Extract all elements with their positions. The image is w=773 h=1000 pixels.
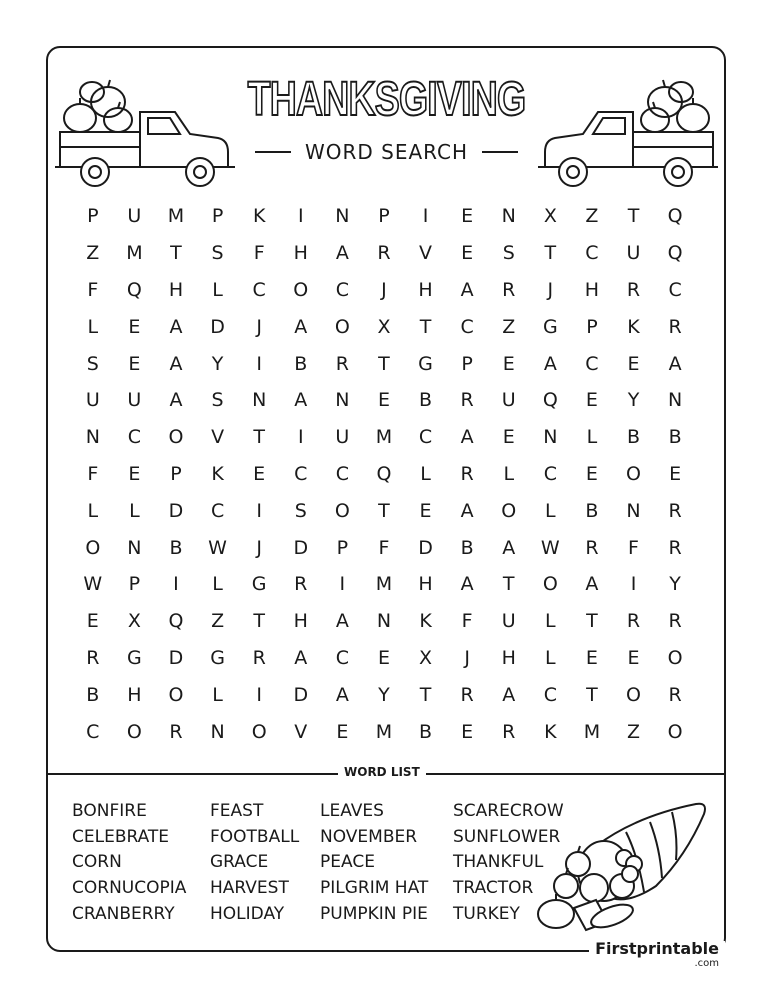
grid-letter: U (127, 205, 142, 228)
grid-letter: V (294, 720, 308, 743)
grid-letter: U (335, 426, 350, 449)
grid-letter: E (461, 205, 474, 228)
grid-letter: I (173, 573, 179, 596)
grid-letter: G (418, 352, 433, 375)
word-list-item: HARVEST (210, 878, 289, 899)
grid-letter: R (460, 389, 474, 412)
word-list-item: TRACTOR (453, 878, 534, 899)
grid-letter: D (168, 646, 184, 669)
grid-letter: I (256, 683, 262, 706)
grid-letter: R (335, 352, 349, 375)
grid-letter: G (210, 646, 225, 669)
word-list-column (210, 799, 299, 927)
grid-letter: T (419, 315, 432, 338)
grid-row (72, 382, 696, 419)
grid-row (72, 676, 696, 713)
grid-letter: C (294, 462, 308, 485)
subtitle-rule-right (482, 151, 518, 153)
word-list-item: PEACE (320, 852, 375, 873)
grid-letter: O (667, 720, 683, 743)
grid-letter: O (667, 646, 683, 669)
grid-letter: X (543, 205, 557, 228)
grid-letter: E (128, 462, 141, 485)
grid-row (72, 640, 696, 677)
grid-letter: C (585, 352, 599, 375)
grid-letter: U (127, 389, 142, 412)
grid-letter: A (668, 352, 682, 375)
grid-letter: P (586, 315, 598, 338)
word-list-label: WORD LIST (338, 765, 426, 779)
word-list-item: THANKFUL (453, 852, 544, 873)
word-list-item: PUMPKIN PIE (320, 903, 428, 924)
grid-letter: C (335, 278, 349, 301)
grid-letter: H (501, 646, 516, 669)
page-title: THANKSGIVING (247, 73, 526, 126)
grid-letter: L (212, 683, 223, 706)
grid-letter: A (335, 610, 349, 633)
grid-letter: M (126, 242, 143, 265)
word-list-item: TURKEY (453, 903, 520, 924)
grid-letter: G (542, 315, 558, 338)
grid-letter: A (169, 315, 183, 338)
subtitle-rule-left (255, 151, 291, 153)
grid-letter: J (256, 315, 262, 338)
grid-letter: N (376, 610, 392, 633)
grid-letter: B (419, 720, 433, 743)
grid-letter: A (502, 536, 516, 559)
grid-letter: O (251, 720, 267, 743)
grid-letter: H (418, 573, 433, 596)
grid-letter: N (501, 205, 516, 228)
grid-letter: U (501, 610, 516, 633)
grid-letter: M (375, 720, 393, 743)
grid-row (72, 272, 696, 309)
grid-letter: L (87, 499, 99, 522)
grid-letter: W (83, 573, 103, 596)
grid-letter: R (668, 499, 682, 522)
grid-letter: P (170, 462, 182, 485)
grid-letter: R (169, 720, 183, 743)
grid-letter: H (293, 610, 308, 633)
grid-letter: I (297, 205, 304, 228)
grid-letter: Q (376, 462, 392, 485)
grid-letter: E (377, 646, 390, 669)
grid-letter: Q (542, 389, 558, 412)
grid-letter: Z (585, 205, 599, 228)
grid-letter: B (626, 426, 641, 449)
grid-letter: S (294, 499, 307, 522)
grid-row (72, 566, 696, 603)
grid-letter: A (460, 573, 474, 596)
grid-row (72, 419, 696, 456)
grid-letter: R (668, 536, 682, 559)
grid-letter: R (668, 683, 682, 706)
grid-letter: W (208, 536, 227, 559)
grid-letter: T (627, 205, 640, 228)
grid-letter: L (503, 462, 515, 485)
grid-letter: I (256, 499, 262, 522)
grid-letter: P (461, 352, 473, 375)
grid-letter: E (627, 646, 640, 669)
grid-letter: I (630, 573, 637, 596)
grid-letter: M (375, 426, 393, 449)
grid-letter: O (168, 683, 184, 706)
word-list-item: SCARECROW (453, 801, 564, 821)
word-list-item: BONFIRE (72, 801, 147, 821)
grid-letter: C (668, 278, 682, 301)
grid-letter: N (85, 426, 100, 449)
grid-letter: K (419, 610, 432, 633)
grid-letter: A (335, 242, 349, 265)
grid-letter: E (336, 720, 349, 743)
grid-letter: V (419, 242, 433, 265)
grid-letter: O (293, 278, 309, 301)
grid-letter: A (460, 499, 474, 522)
grid-letter: A (294, 646, 308, 669)
grid-letter: U (501, 389, 516, 412)
word-list-item: GRACE (210, 852, 269, 873)
brand-name: Firstprintable (595, 939, 719, 958)
grid-letter: T (170, 242, 182, 265)
grid-letter: O (626, 462, 641, 485)
grid-letter: T (544, 242, 557, 265)
word-list-item: PILGRIM HAT (320, 878, 429, 899)
brand-logo (589, 941, 725, 969)
grid-letter: O (85, 536, 101, 559)
grid-letter: R (668, 610, 682, 633)
word-list-column (320, 799, 428, 927)
grid-letter: J (381, 278, 387, 301)
grid-letter: R (626, 278, 641, 301)
grid-letter: R (585, 536, 599, 559)
grid-letter: P (211, 205, 224, 228)
grid-letter: M (167, 205, 185, 228)
grid-letter: V (211, 426, 225, 449)
grid-letter: W (540, 536, 560, 559)
grid-letter: C (335, 646, 349, 669)
grid-letter: X (419, 646, 433, 669)
grid-letter: T (378, 499, 390, 522)
grid-letter: E (585, 462, 598, 485)
grid-letter: Y (211, 352, 224, 375)
grid-letter: E (585, 646, 598, 669)
grid-letter: H (127, 683, 142, 706)
grid-letter: S (502, 242, 515, 265)
word-list-item: NOVEMBER (320, 826, 418, 847)
grid-letter: K (252, 205, 266, 228)
grid-letter: C (210, 499, 225, 522)
grid-letter: L (420, 462, 431, 485)
grid-row (72, 529, 696, 566)
grid-letter: R (86, 646, 100, 669)
grid-row (72, 603, 696, 640)
grid-letter: E (461, 720, 474, 743)
grid-letter: E (253, 462, 266, 485)
grid-letter: C (335, 462, 349, 485)
grid-letter: H (293, 242, 308, 265)
grid-row (72, 456, 696, 493)
grid-letter: N (335, 205, 350, 228)
grid-letter: P (128, 573, 141, 596)
grid-letter: I (297, 426, 304, 449)
grid-letter: B (294, 352, 308, 375)
grid-letter: C (585, 242, 599, 265)
grid-row (72, 308, 696, 345)
grid-letter: E (627, 352, 640, 375)
grid-letter: O (126, 720, 142, 743)
subtitle-text: WORD SEARCH (304, 140, 469, 164)
grid-letter: B (460, 536, 474, 559)
grid-letter: E (585, 389, 598, 412)
grid-letter: T (378, 352, 390, 375)
grid-row (72, 713, 696, 750)
grid-letter: J (547, 278, 554, 301)
grid-letter: J (256, 536, 262, 559)
grid-letter: A (502, 683, 516, 706)
grid-letter: E (86, 610, 99, 633)
subtitle (0, 140, 773, 164)
grid-letter: R (252, 646, 266, 669)
grid-letter: L (129, 499, 140, 522)
grid-letter: A (460, 426, 474, 449)
grid-letter: E (461, 242, 474, 265)
grid-letter: O (542, 573, 558, 596)
word-list-item: FOOTBALL (210, 826, 300, 847)
grid-letter: X (127, 610, 141, 633)
grid-row (72, 345, 696, 382)
word-list-item: LEAVES (320, 801, 384, 821)
grid-letter: R (502, 278, 516, 301)
grid-letter: T (586, 683, 598, 706)
grid-letter: R (626, 610, 641, 633)
grid-letter: A (585, 573, 599, 596)
grid-letter: S (211, 389, 224, 412)
grid-letter: L (545, 499, 556, 522)
grid-letter: B (419, 389, 433, 412)
grid-letter: A (460, 278, 474, 301)
grid-letter: R (377, 242, 391, 265)
grid-letter: N (543, 426, 558, 449)
grid-letter: T (253, 426, 265, 449)
grid-letter: R (502, 720, 516, 743)
grid-letter: J (464, 646, 470, 669)
grid-row (72, 235, 696, 272)
grid-letter: N (210, 720, 225, 743)
grid-letter: N (626, 499, 641, 522)
grid-letter: A (169, 389, 183, 412)
grid-letter: R (460, 683, 474, 706)
grid-letter: C (543, 462, 557, 485)
grid-letter: G (251, 573, 267, 596)
word-list-item: FEAST (210, 801, 264, 821)
grid-letter: X (377, 315, 391, 338)
grid-letter: B (585, 499, 599, 522)
grid-letter: H (418, 278, 433, 301)
letter-grid (72, 198, 696, 750)
grid-letter: C (86, 720, 100, 743)
grid-letter: Y (627, 389, 640, 412)
word-list-item: CELEBRATE (72, 826, 170, 847)
grid-letter: H (168, 278, 184, 301)
grid-letter: B (668, 426, 682, 449)
grid-letter: G (127, 646, 142, 669)
grid-letter: I (422, 205, 429, 228)
grid-row (72, 198, 696, 235)
grid-letter: E (128, 352, 141, 375)
grid-letter: L (586, 426, 598, 449)
word-list-item: SUNFLOWER (453, 826, 561, 847)
grid-letter: T (586, 610, 598, 633)
grid-letter: A (294, 315, 308, 338)
grid-letter: O (501, 499, 517, 522)
grid-letter: Q (667, 242, 683, 265)
grid-letter: Z (86, 242, 100, 265)
grid-letter: Q (667, 205, 683, 228)
grid-letter: Z (211, 610, 225, 633)
grid-letter: F (253, 242, 265, 265)
grid-letter: O (626, 683, 641, 706)
grid-letter: Y (669, 573, 681, 596)
grid-letter: E (377, 389, 390, 412)
grid-letter: O (334, 315, 350, 338)
grid-letter: U (626, 242, 641, 265)
grid-letter: I (339, 573, 346, 596)
grid-letter: R (668, 315, 682, 338)
grid-letter: F (87, 462, 99, 485)
grid-letter: T (253, 610, 265, 633)
grid-letter: L (87, 315, 99, 338)
grid-letter: L (212, 573, 223, 596)
grid-letter: T (502, 573, 515, 596)
grid-letter: E (502, 426, 515, 449)
grid-letter: A (543, 352, 557, 375)
grid-letter: N (668, 389, 683, 412)
grid-letter: E (669, 462, 682, 485)
grid-letter: K (544, 720, 557, 743)
grid-letter: D (210, 315, 225, 338)
grid-letter: F (378, 536, 390, 559)
grid-letter: C (460, 315, 474, 338)
word-list-item: CORNUCOPIA (72, 878, 187, 899)
grid-letter: C (252, 278, 266, 301)
grid-letter: R (294, 573, 308, 596)
grid-letter: Z (502, 315, 516, 338)
grid-letter: S (86, 352, 99, 375)
grid-letter: L (545, 646, 556, 669)
grid-letter: C (543, 683, 557, 706)
grid-letter: Z (627, 720, 641, 743)
grid-letter: M (583, 720, 601, 743)
grid-letter: Q (126, 278, 142, 301)
grid-letter: F (461, 610, 473, 633)
grid-letter: U (85, 389, 100, 412)
word-list-item: CRANBERRY (72, 903, 175, 924)
grid-letter: L (545, 610, 556, 633)
grid-letter: O (334, 499, 350, 522)
grid-letter: N (127, 536, 142, 559)
grid-letter: K (211, 462, 224, 485)
grid-letter: M (375, 573, 393, 596)
grid-letter: Y (378, 683, 390, 706)
grid-letter: N (252, 389, 267, 412)
grid-letter: D (168, 499, 184, 522)
grid-letter: T (419, 683, 432, 706)
grid-letter: Q (168, 610, 184, 633)
grid-letter: P (336, 536, 349, 559)
grid-letter: S (211, 242, 224, 265)
grid-letter: R (460, 462, 474, 485)
grid-letter: P (378, 205, 390, 228)
grid-letter: A (294, 389, 308, 412)
grid-letter: C (418, 426, 433, 449)
grid-letter: L (212, 278, 223, 301)
grid-letter: B (86, 683, 100, 706)
grid-letter: E (419, 499, 432, 522)
grid-letter: N (335, 389, 350, 412)
grid-letter: A (169, 352, 183, 375)
grid-letter: P (87, 205, 99, 228)
brand-sub: .com (694, 958, 719, 969)
word-list-item: CORN (72, 852, 122, 873)
grid-letter: F (628, 536, 639, 559)
grid-letter: D (418, 536, 433, 559)
grid-letter: E (128, 315, 141, 338)
word-list-item: HOLIDAY (210, 903, 285, 924)
grid-letter: H (584, 278, 600, 301)
grid-row (72, 492, 696, 529)
grid-letter: O (168, 426, 184, 449)
grid-letter: A (335, 683, 349, 706)
grid-letter: D (293, 536, 309, 559)
cornucopia-icon (526, 796, 716, 936)
grid-letter: E (502, 352, 515, 375)
grid-letter: C (127, 426, 142, 449)
grid-letter: K (627, 315, 640, 338)
word-list-column (72, 799, 186, 927)
grid-letter: F (87, 278, 99, 301)
grid-letter: I (256, 352, 262, 375)
grid-letter: D (293, 683, 309, 706)
grid-letter: B (169, 536, 183, 559)
